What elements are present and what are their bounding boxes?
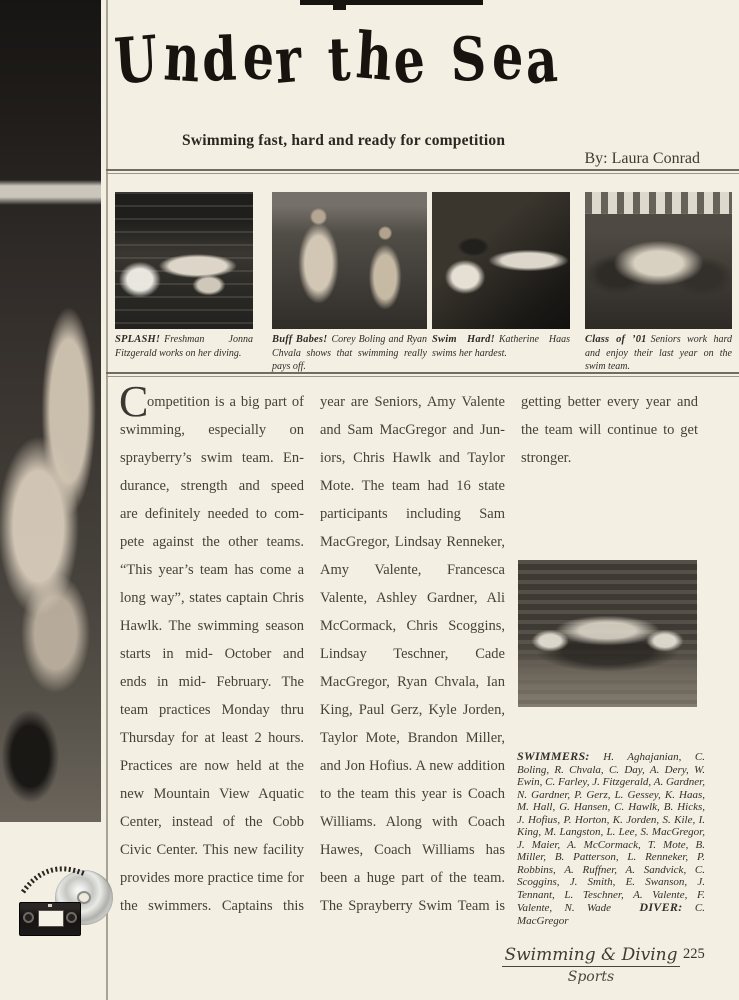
vhs-reel-right bbox=[66, 912, 77, 923]
text-line: stronger. bbox=[521, 450, 572, 466]
text-line: ompetition is a big part of bbox=[147, 394, 304, 410]
text-line: Hawlk. The swimming season bbox=[120, 618, 304, 634]
roster-swimmers-label: SWIMMERS: bbox=[517, 749, 590, 763]
text-line: the team will continue to get bbox=[521, 422, 698, 438]
vhs-cd-graphic bbox=[15, 862, 125, 940]
article-column-1 bbox=[120, 388, 304, 920]
caption-text: Katherine Haas swims her hardest. bbox=[432, 334, 570, 359]
footer-section-text: Swimming & Diving bbox=[504, 945, 678, 965]
text-line: Williams. Along with Coach bbox=[320, 814, 505, 830]
text-line: starts in mid- October and bbox=[120, 646, 304, 662]
text-line: iors, Chris Hawlk and Taylor bbox=[320, 450, 505, 466]
footer-section-title bbox=[500, 945, 682, 965]
text-line: Mote. The team had 16 state bbox=[320, 478, 505, 494]
text-line: the swimmers. Captains this bbox=[120, 898, 304, 914]
caption-lead: Class of ’01 bbox=[585, 334, 647, 345]
text-line: and Jon Hofius. A new addition bbox=[320, 758, 505, 774]
caption-lead: Buff Babes! bbox=[272, 334, 328, 345]
text-line: The Sprayberry Swim Team is bbox=[320, 898, 505, 914]
drop-cap: C bbox=[119, 377, 149, 426]
roster-diver-name: C. MacGregor bbox=[517, 902, 705, 927]
photo-caption bbox=[115, 333, 253, 360]
text-line: Amy Valente, Francesca bbox=[320, 562, 505, 578]
text-line: getting better every year and bbox=[521, 394, 698, 410]
vertical-rule bbox=[106, 0, 108, 1000]
text-line: team practices Monday thru bbox=[120, 702, 304, 718]
photo-row-divider bbox=[106, 372, 739, 377]
article-column-3 bbox=[521, 388, 698, 472]
text-line: MacGregor, Lindsay Renneker, bbox=[320, 534, 505, 550]
photo-caption bbox=[585, 333, 732, 374]
caption-lead: Swim Hard! bbox=[432, 334, 495, 345]
text-line: Lindsay Teschner, Cade bbox=[320, 646, 505, 662]
vhs-reel-left bbox=[23, 912, 34, 923]
text-line: pete against the other teams. bbox=[120, 534, 304, 550]
photo-caption bbox=[432, 333, 570, 360]
page-number: 225 bbox=[683, 946, 705, 962]
text-line: sprayberry’s swim team. En- bbox=[120, 450, 304, 466]
text-line: provides more practice time for bbox=[120, 870, 304, 886]
caption-text: Corey Boling and Ryan Chvala shows that swimming really pays off. bbox=[272, 334, 427, 372]
roster-diver-label: DIVER: bbox=[639, 900, 683, 914]
text-line: are definitely needed to com- bbox=[120, 506, 304, 522]
photo-swim-hard bbox=[432, 192, 570, 329]
photo-team-group bbox=[518, 560, 697, 707]
text-line: to the team this year is Coach bbox=[320, 786, 505, 802]
text-line: year are Seniors, Amy Valente bbox=[320, 394, 505, 410]
roster-swimmers-names: H. Aghajanian, C. Boling, R. Chvala, C. Day, A. Dery, W. Ewin, C. Farley, J. Fitzgerald, A. Gardner, N. Gardner, P. Gerz, L. Gessey, K. Haas, M. Hall, G. Hansen, C. Hawlk, B. Hicks, J. Hofius, P. Horton, K. Jorden, S. Kile, I. King, M. Langston, L. Lee, S. MacGregor, J. Maier, A. McCormack, T. Mote, B. Miller, B. Patterson, L. Renneker, P. Robbins, A. Ruffner, A. Sandvick, C. Scoggins, J. Smith, E. Swanson, J. Tennant, L. Teschner, A. Valente, F. Valente, N. Wade bbox=[517, 751, 705, 914]
caption-text: Seniors work hard and enjoy their last year on the swim team. bbox=[585, 334, 732, 372]
text-line: Hawes, Coach Williams has bbox=[320, 842, 505, 858]
text-line: durance, strength and speed bbox=[120, 478, 304, 494]
photo-caption bbox=[272, 333, 427, 374]
photo-class-of-01 bbox=[585, 192, 732, 329]
left-margin-photo bbox=[0, 0, 101, 822]
text-line: Practices are now held at the bbox=[120, 758, 304, 774]
subtitle: Swimming fast, hard and ready for competition bbox=[182, 132, 506, 149]
text-line: ends in mid- February. The bbox=[120, 674, 304, 690]
photo-diving bbox=[115, 192, 253, 329]
text-line: new Mountain View Aquatic bbox=[120, 786, 304, 802]
caption-lead: SPLASH! bbox=[115, 334, 161, 345]
vhs-window bbox=[48, 904, 52, 907]
text-line: McCormack, Chris Scoggins, bbox=[320, 618, 505, 634]
text-line: “This year’s team has come a bbox=[120, 562, 304, 578]
arc-text-decoration bbox=[21, 862, 87, 896]
text-line: Taylor Mote, Brandon Miller, bbox=[320, 730, 505, 746]
byline: By: Laura Conrad bbox=[584, 150, 700, 167]
caption-text: Freshman Jonna Fitzgerald works on her diving. bbox=[115, 334, 253, 359]
vhs-tape-icon bbox=[19, 902, 81, 936]
text-line: been a huge part of the team. bbox=[320, 870, 505, 886]
text-line: Civic Center. This new facility bbox=[120, 842, 304, 858]
top-edge-artifact bbox=[300, 0, 483, 5]
top-edge-notch bbox=[333, 0, 346, 10]
footer-subsection: Sports bbox=[567, 969, 615, 985]
text-line: Thursday for at least 2 hours. bbox=[120, 730, 304, 746]
text-line: swimming, especially on bbox=[120, 422, 304, 438]
text-line: participants including Sam bbox=[320, 506, 505, 522]
text-line: Valente, Ashley Gardner, Ali bbox=[320, 590, 505, 606]
photo-buff-babes bbox=[272, 192, 427, 329]
text-line: long way”, states captain Chris bbox=[120, 590, 304, 606]
text-line: Center, instead of the Cobb bbox=[120, 814, 304, 830]
vhs-label bbox=[38, 910, 64, 927]
page-title: Under the Sea bbox=[112, 18, 564, 100]
text-line: MacGregor, Ryan Chvala, Ian bbox=[320, 674, 505, 690]
roster-block bbox=[517, 750, 705, 927]
text-line: King, Paul Gerz, Kyle Jorden, bbox=[320, 702, 505, 718]
article-column-2 bbox=[320, 388, 505, 920]
text-line: and Sam MacGregor and Jun- bbox=[320, 422, 505, 438]
header-divider bbox=[106, 169, 739, 174]
